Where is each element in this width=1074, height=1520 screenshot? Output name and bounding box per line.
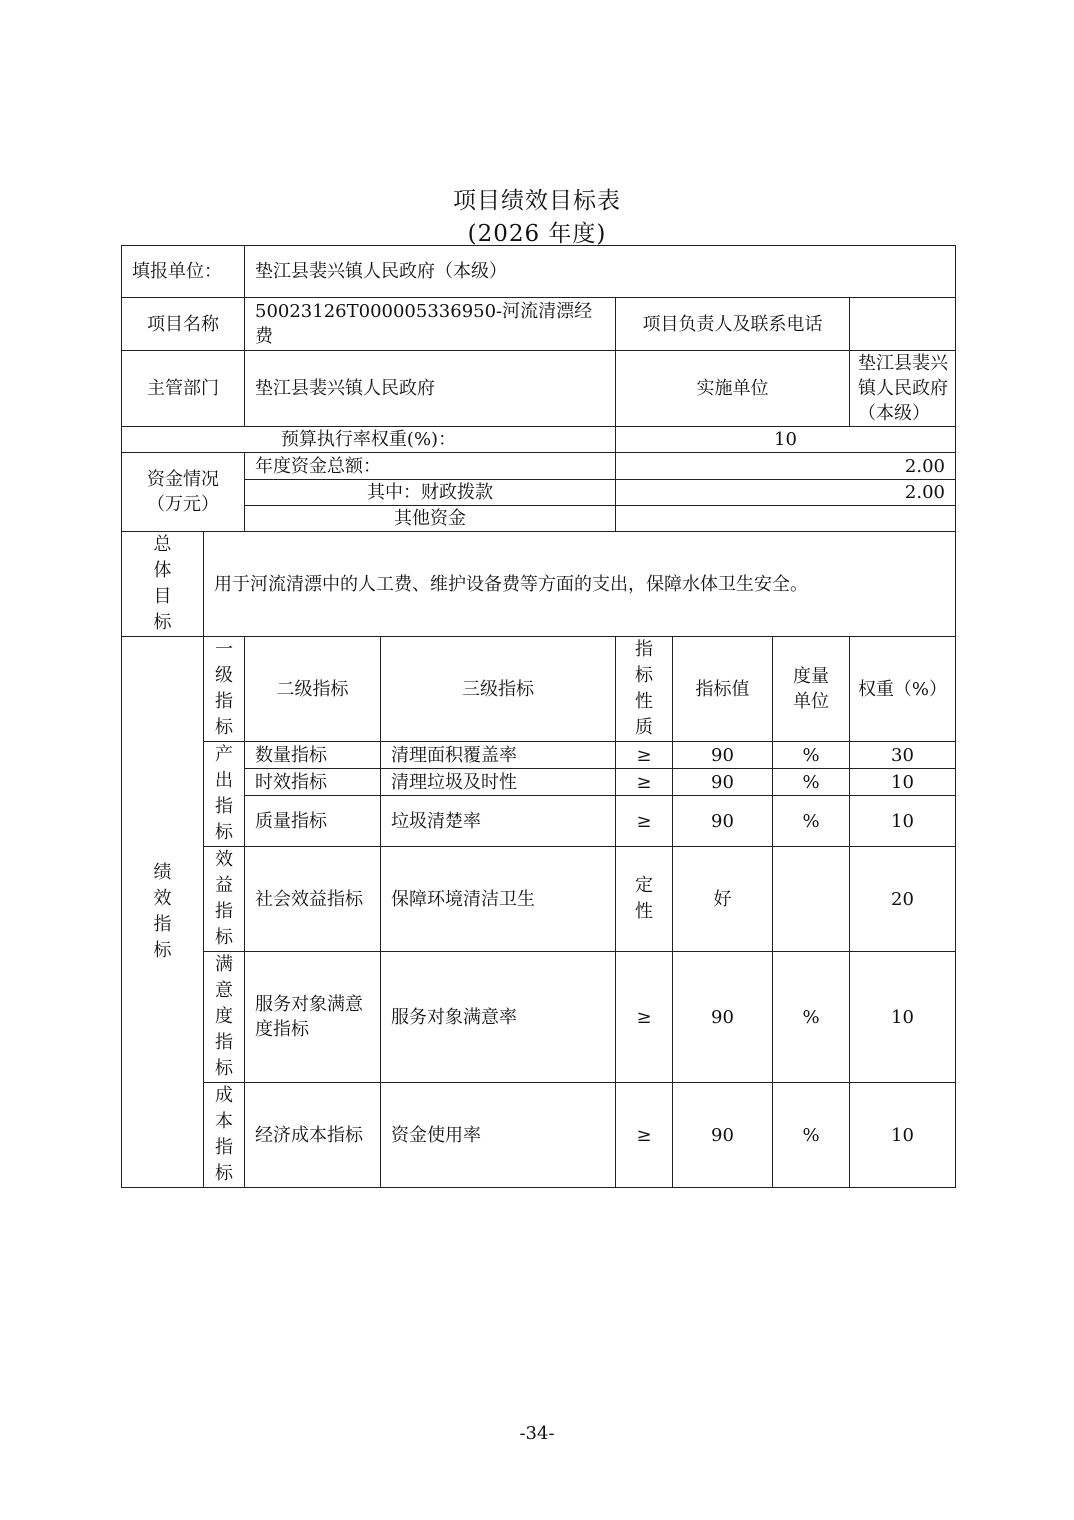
indicator-nature: ≥ — [616, 796, 673, 847]
level2-indicator: 服务对象满意度指标 — [245, 952, 381, 1083]
performance-indicators-label: 绩 效 指 标 — [122, 637, 204, 1188]
overall-goal-text: 用于河流清漂中的人工费、维护设备费等方面的支出，保障水体卫生安全。 — [204, 532, 956, 637]
page-subtitle: (2026 年度) — [467, 221, 607, 247]
indicator-value: 90 — [673, 1083, 773, 1188]
performance-target-table — [121, 245, 956, 1188]
indicator-weight: 10 — [850, 796, 956, 847]
funding-fiscal-label: 其中：财政拨款 — [245, 480, 616, 506]
level3-indicator: 清理面积覆盖率 — [381, 742, 616, 769]
indicator-unit: % — [773, 742, 850, 769]
indicator-row — [122, 796, 956, 847]
col-header-level1: 一 级 指 标 — [204, 637, 245, 742]
funding-other-label: 其他资金 — [245, 506, 616, 532]
dept-label: 主管部门 — [122, 351, 245, 427]
col-header-weight: 权重（%） — [850, 637, 956, 742]
indicator-row — [122, 847, 956, 952]
indicator-unit: % — [773, 952, 850, 1083]
indicator-value: 好 — [673, 847, 773, 952]
indicator-nature: 定 性 — [616, 847, 673, 952]
indicator-row — [122, 952, 956, 1083]
indicator-nature: ≥ — [616, 1083, 673, 1188]
level3-indicator: 清理垃圾及时性 — [381, 769, 616, 796]
indicator-unit: % — [773, 796, 850, 847]
level2-indicator: 质量指标 — [245, 796, 381, 847]
level1-indicator: 效 益 指 标 — [204, 847, 245, 952]
level1-indicator: 成 本 指 标 — [204, 1083, 245, 1188]
funding-total-value: 2.00 — [616, 453, 956, 480]
level2-indicator: 数量指标 — [245, 742, 381, 769]
budget-weight-label: 预算执行率权重(%)： — [122, 427, 616, 453]
level1-indicator: 满 意 度 指 标 — [204, 952, 245, 1083]
funding-fiscal-value: 2.00 — [616, 480, 956, 506]
col-header-level2: 二级指标 — [245, 637, 381, 742]
page-number: -34- — [519, 1423, 555, 1444]
overall-goal-label: 总 体 目 标 — [122, 532, 204, 637]
indicator-section — [122, 637, 956, 1188]
indicator-nature: ≥ — [616, 769, 673, 796]
indicator-weight: 10 — [850, 1083, 956, 1188]
impl-unit-label: 实施单位 — [616, 351, 850, 427]
indicator-value: 90 — [673, 952, 773, 1083]
level2-indicator: 经济成本指标 — [245, 1083, 381, 1188]
indicator-unit — [773, 847, 850, 952]
col-header-level3: 三级指标 — [381, 637, 616, 742]
indicator-weight: 30 — [850, 742, 956, 769]
project-name-label: 项目名称 — [122, 298, 245, 351]
project-name-value: 50023126T000005336950-河流清漂经费 — [245, 298, 616, 351]
contact-label: 项目负责人及联系电话 — [616, 298, 850, 351]
indicator-value: 90 — [673, 796, 773, 847]
level2-indicator: 社会效益指标 — [245, 847, 381, 952]
indicator-value: 90 — [673, 742, 773, 769]
funding-other-value — [616, 506, 956, 532]
indicator-nature: ≥ — [616, 742, 673, 769]
indicator-weight: 10 — [850, 952, 956, 1083]
col-header-nature: 指 标 性 质 — [616, 637, 673, 742]
funding-total-label: 年度资金总额： — [245, 453, 616, 480]
indicator-row — [122, 769, 956, 796]
page-title: 项目绩效目标表 — [453, 188, 621, 214]
level2-indicator: 时效指标 — [245, 769, 381, 796]
indicator-unit: % — [773, 769, 850, 796]
indicator-weight: 20 — [850, 847, 956, 952]
funding-label: 资金情况（万元） — [122, 453, 245, 532]
indicator-value: 90 — [673, 769, 773, 796]
level3-indicator: 服务对象满意率 — [381, 952, 616, 1083]
indicator-header-row — [122, 637, 956, 742]
dept-value: 垫江县裴兴镇人民政府 — [245, 351, 616, 427]
indicator-row — [122, 1083, 956, 1188]
level1-indicator: 产 出 指 标 — [204, 742, 245, 847]
level3-indicator: 垃圾清楚率 — [381, 796, 616, 847]
level3-indicator: 保障环境清洁卫生 — [381, 847, 616, 952]
indicator-unit: % — [773, 1083, 850, 1188]
reporting-unit-value: 垫江县裴兴镇人民政府（本级） — [245, 246, 956, 298]
reporting-unit-label: 填报单位： — [122, 246, 245, 298]
col-header-unit: 度量单位 — [773, 637, 850, 742]
budget-weight-value: 10 — [616, 427, 956, 453]
level3-indicator: 资金使用率 — [381, 1083, 616, 1188]
impl-unit-value: 垫江县裴兴镇人民政府（本级） — [850, 351, 956, 427]
indicator-nature: ≥ — [616, 952, 673, 1083]
indicator-row — [122, 742, 956, 769]
col-header-value: 指标值 — [673, 637, 773, 742]
contact-value — [850, 298, 956, 351]
indicator-weight: 10 — [850, 769, 956, 796]
